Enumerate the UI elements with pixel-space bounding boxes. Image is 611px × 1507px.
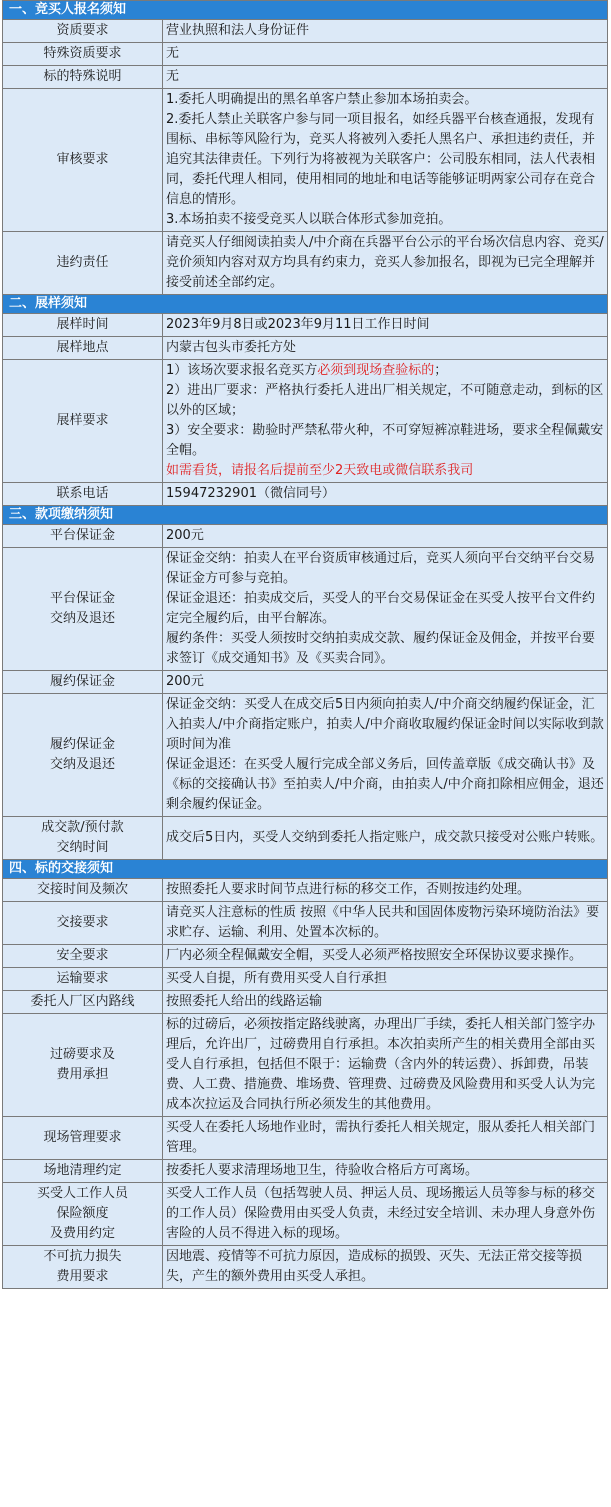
row-value: 内蒙古包头市委托方处 (163, 337, 608, 360)
row-label: 联系电话 (3, 483, 163, 506)
table-row (3, 232, 608, 295)
row-value: 按委托人要求清理场地卫生，待验收合格后方可离场。 (163, 1160, 608, 1183)
row-value: 买受人工作人员（包括驾驶人员、押运人员、现场搬运人员等参与标的移交的工作人员）保险费用由买受人负责，未经过安全培训、未办理人身意外伤害险的人员不得进入标的现场。 (163, 1183, 608, 1246)
row-label: 运输要求 (3, 968, 163, 991)
row-label: 展样时间 (3, 314, 163, 337)
row-label: 委托人厂区内路线 (3, 991, 163, 1014)
row-value: 营业执照和法人身份证件 (163, 20, 608, 43)
row-value: 标的过磅后，必须按指定路线驶离，办理出厂手续，委托人相关部门签字办理后，允许出厂，过磅费用自行承担。本次拍卖所产生的相关费用全部由买受人自行承担，包括但不限于：运输费（含内外的转运费）、拆卸费，吊装费、人工费、措施费、堆场费、管理费、过磅费及风险费用和买受人认为完成本次拉运及合同执行所必须发生的其他费用。 (163, 1014, 608, 1117)
table-row (3, 991, 608, 1014)
table-row (3, 1014, 608, 1117)
table-row (3, 902, 608, 945)
row-label: 平台保证金 (3, 525, 163, 548)
row-label: 违约责任 (3, 232, 163, 295)
section-title: 三、款项缴纳须知 (3, 506, 608, 525)
table-row (3, 337, 608, 360)
table-row (3, 20, 608, 43)
row-value: 请竞买人注意标的性质 按照《中华人民共和国固体废物污染环境防治法》要求贮存、运输、利用、处置本次标的。 (163, 902, 608, 945)
section-header (3, 295, 608, 314)
phone-number: 15947232901（微信同号） (163, 483, 608, 506)
row-value (163, 694, 608, 817)
row-label: 特殊资质要求 (3, 43, 163, 66)
row-label: 不可抗力损失 费用要求 (3, 1246, 163, 1289)
contact-notice: 如需看货，请报名后提前至少2天致电或微信联系我司 (166, 463, 474, 478)
row-label: 履约保证金 交纳及退还 (3, 694, 163, 817)
table-row (3, 1183, 608, 1246)
row-label: 交接时间及频次 (3, 879, 163, 902)
table-row (3, 879, 608, 902)
row-label: 标的特殊说明 (3, 66, 163, 89)
table-row (3, 43, 608, 66)
section-header (3, 506, 608, 525)
row-value: 无 (163, 43, 608, 66)
table-row (3, 694, 608, 817)
row-value: 无 (163, 66, 608, 89)
row-label: 平台保证金 交纳及退还 (3, 548, 163, 671)
section-title: 四、标的交接须知 (3, 860, 608, 879)
row-value: 200元 (163, 525, 608, 548)
row-label: 资质要求 (3, 20, 163, 43)
clause: 保证金交纳：拍卖人在平台资质审核通过后，竞买人须向平台交纳平台交易保证金方可参与竞拍。 (166, 551, 596, 586)
row-label: 场地清理约定 (3, 1160, 163, 1183)
section-title: 二、展样须知 (3, 295, 608, 314)
table-row (3, 314, 608, 337)
row-value: 请竞买人仔细阅读拍卖人/中介商在兵器平台公示的平台场次信息内容、竞买/竞价须知内容对双方均具有约束力，竞买人参加报名，即视为已完全理解并接受前述全部约定。 (163, 232, 608, 295)
row-label: 交接要求 (3, 902, 163, 945)
row-value: 因地震、疫情等不可抗力原因，造成标的损毁、灭失、无法正常交接等损失，产生的额外费用由买受人承担。 (163, 1246, 608, 1289)
row-label: 安全要求 (3, 945, 163, 968)
clause: 保证金退还：拍卖成交后，买受人的平台交易保证金在买受人按平台文件约定完全履约后，由平台解冻。 (166, 591, 596, 626)
row-label: 履约保证金 (3, 671, 163, 694)
row-label: 过磅要求及 费用承担 (3, 1014, 163, 1117)
row-value (163, 360, 608, 483)
row-value: 200元 (163, 671, 608, 694)
clause: 履约条件：买受人须按时交纳拍卖成交款、履约保证金及佣金，并按平台要求签订《成交通知书》及《买卖合同》。 (166, 631, 596, 666)
clause: 1.委托人明确提出的黑名单客户禁止参加本场拍卖会。 (166, 92, 478, 107)
clause: 3.本场拍卖不接受竞买人以联合体形式参加竞拍。 (166, 212, 452, 227)
row-label: 展样地点 (3, 337, 163, 360)
table-row (3, 360, 608, 483)
clause: 保证金退还：在买受人履行完成全部义务后，回传盖章版《成交确认书》及《标的交接确认书》至拍卖人/中介商，由拍卖人/中介商扣除相应佣金，退还剩余履约保证金。 (166, 757, 604, 812)
row-value (163, 89, 608, 232)
table-row (3, 1246, 608, 1289)
row-value: 成交后5日内，买受人交纳到委托人指定账户，成交款只接受对公账户转账。 (163, 817, 608, 860)
row-value: 2023年9月8日或2023年9月11日工作日时间 (163, 314, 608, 337)
table-row (3, 66, 608, 89)
clause-text: 1）该场次要求报名竞买方 (166, 363, 318, 378)
section-header (3, 860, 608, 879)
table-row (3, 671, 608, 694)
table-row (3, 968, 608, 991)
table-row (3, 1117, 608, 1160)
clause-text: ； (434, 363, 448, 378)
clause: 保证金交纳：买受人在成交后5日内须向拍卖人/中介商交纳履约保证金，汇入拍卖人/中介商指定账户，拍卖人/中介商收取履约保证金时间以实际收到款项时间为准 (166, 697, 604, 752)
row-label: 买受人工作人员 保险额度 及费用约定 (3, 1183, 163, 1246)
row-label: 展样要求 (3, 360, 163, 483)
row-value: 按照委托人要求时间节点进行标的移交工作，否则按违约处理。 (163, 879, 608, 902)
row-value: 买受人在委托人场地作业时，需执行委托人相关规定，服从委托人相关部门管理。 (163, 1117, 608, 1160)
clause: 2）进出厂要求：严格执行委托人进出厂相关规定，不可随意走动，到标的区以外的区域； (166, 383, 604, 418)
table-row (3, 548, 608, 671)
table-row (3, 817, 608, 860)
section-header (3, 1, 608, 20)
highlight-text: 必须到现场查验标的 (317, 363, 435, 378)
clause: 2.委托人禁止关联客户参与同一项目报名，如经兵器平台核查通报，发现有围标、串标等风险行为，竞买人将被列入委托人黑名户、承担违约责任，并追究其法律责任。下列行为将被视为关联客户：公司股东相同，法人代表相同，委托代理人相同，使用相同的地址和电话等能够证明两家公司存在竞合信息的情形。 (166, 112, 596, 207)
row-value: 按照委托人给出的线路运输 (163, 991, 608, 1014)
row-label: 现场管理要求 (3, 1117, 163, 1160)
row-value: 厂内必须全程佩戴安全帽，买受人必须严格按照安全环保协议要求操作。 (163, 945, 608, 968)
clause: 3）安全要求：勘验时严禁私带火种，不可穿短裤凉鞋进场，要求全程佩戴安全帽。 (166, 423, 604, 458)
section-title: 一、竞买人报名须知 (3, 1, 608, 20)
row-value (163, 548, 608, 671)
table-row (3, 89, 608, 232)
table-row (3, 525, 608, 548)
row-label: 成交款/预付款 交纳时间 (3, 817, 163, 860)
auction-notice-table (2, 0, 608, 1289)
clause (166, 361, 604, 381)
table-row (3, 945, 608, 968)
row-value: 买受人自提，所有费用买受人自行承担 (163, 968, 608, 991)
table-row (3, 483, 608, 506)
table-row (3, 1160, 608, 1183)
row-label: 审核要求 (3, 89, 163, 232)
